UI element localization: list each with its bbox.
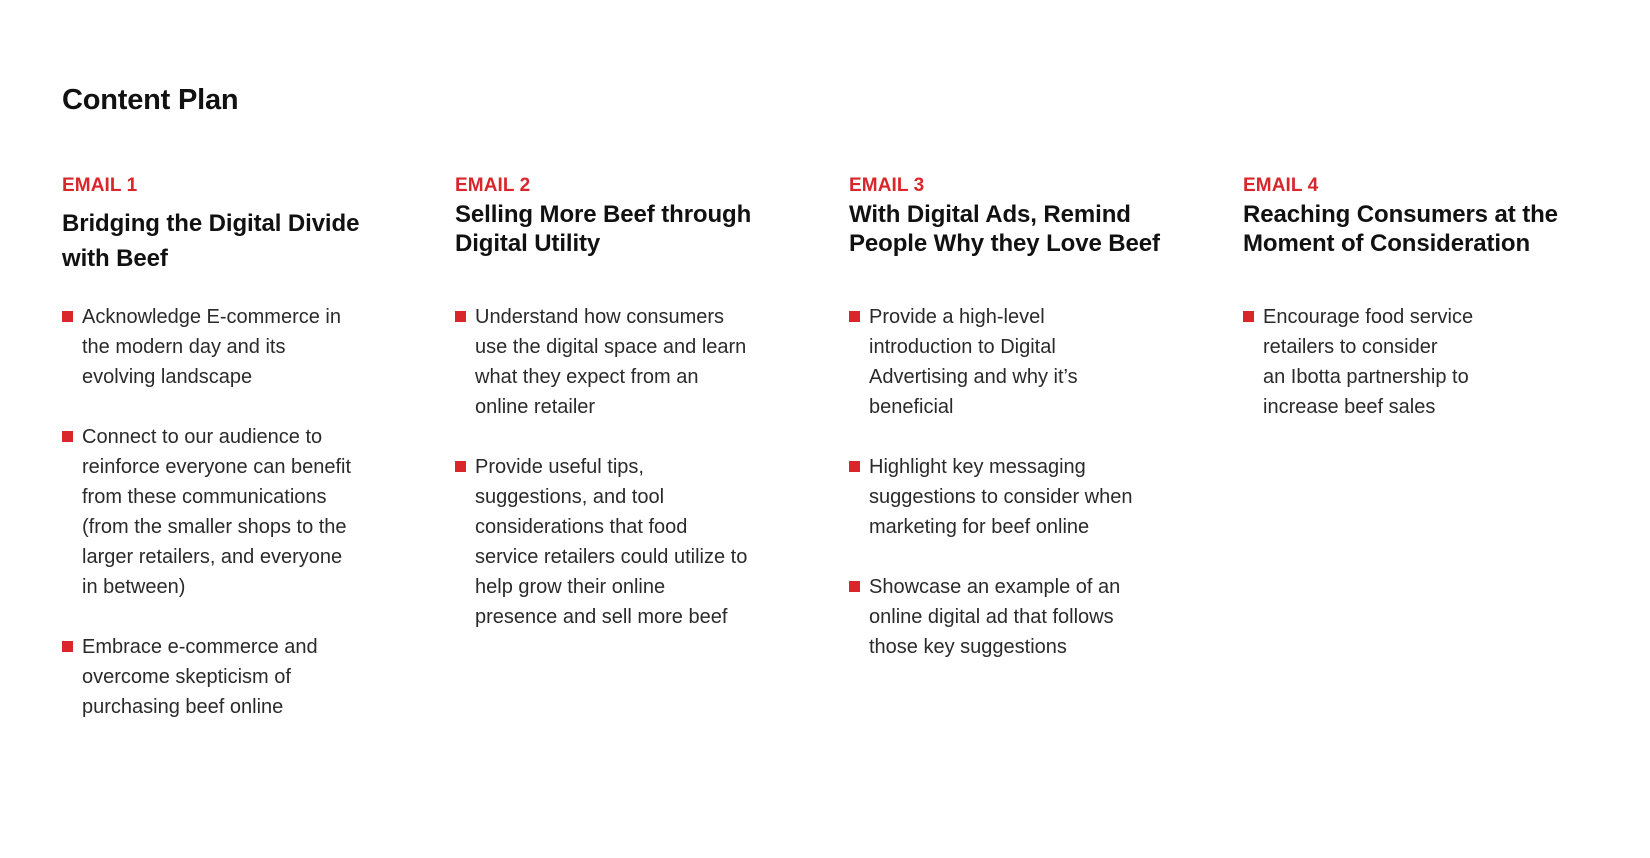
bullet-item <box>62 302 392 392</box>
bullet-text: Connect to our audience to reinforce everyone can benefit from these communications (from the smaller shops to the larger retailers, and everyone in between) <box>82 426 352 598</box>
email-title-text: Reaching Consumers at the Moment of Consideration <box>1243 201 1558 257</box>
email-bullet-list <box>62 302 392 752</box>
email-title-text: Bridging the Digital Divide with Beef <box>62 210 360 272</box>
bullet-text: Provide useful tips, suggestions, and tool considerations that food service retailers could utilize to help grow their online presence and sell more beef <box>475 456 748 628</box>
bullet-text: Embrace e-commerce and overcome skepticism of purchasing beef online <box>82 636 318 718</box>
email-label: EMAIL 1 <box>62 175 138 196</box>
bullet-text: Provide a high-level introduction to Digital Advertising and why it’s beneficial <box>869 306 1078 418</box>
bullet-item <box>455 452 785 632</box>
bullet-text: Understand how consumers use the digital space and learn what they expect from an online retailer <box>475 306 747 418</box>
email-title <box>1243 200 1583 270</box>
email-column-3 <box>849 174 1189 658</box>
email-bullet-list <box>1243 302 1573 452</box>
bullet-item <box>849 572 1179 662</box>
page-title: Content Plan <box>62 84 239 116</box>
email-column-2 <box>455 174 795 628</box>
email-title-text: With Digital Ads, Remind People Why they Love Beef <box>849 201 1160 257</box>
bullet-text: Highlight key messaging suggestions to consider when marketing for beef online <box>869 456 1133 538</box>
bullet-item <box>62 422 392 602</box>
red-square-bullet-icon <box>1243 311 1254 322</box>
email-bullet-list <box>455 302 785 662</box>
red-square-bullet-icon <box>455 461 466 472</box>
bullet-text: Showcase an example of an online digital ad that follows those key suggestions <box>869 576 1121 658</box>
email-column-4 <box>1243 174 1583 418</box>
email-title <box>455 200 795 270</box>
red-square-bullet-icon <box>849 461 860 472</box>
bullet-text: Encourage food service retailers to consider an Ibotta partnership to increase beef sales <box>1263 306 1474 418</box>
email-bullet-list <box>849 302 1179 692</box>
email-column-1 <box>62 174 402 718</box>
red-square-bullet-icon <box>62 311 73 322</box>
bullet-item <box>849 452 1179 542</box>
email-label: EMAIL 4 <box>1243 175 1319 196</box>
email-title <box>62 206 392 276</box>
bullet-item <box>62 632 392 722</box>
red-square-bullet-icon <box>849 581 860 592</box>
email-title <box>849 200 1189 270</box>
bullet-item <box>455 302 785 422</box>
red-square-bullet-icon <box>455 311 466 322</box>
bullet-item <box>849 302 1179 422</box>
red-square-bullet-icon <box>849 311 860 322</box>
email-title-text: Selling More Beef through Digital Utility <box>455 201 752 257</box>
red-square-bullet-icon <box>62 641 73 652</box>
red-square-bullet-icon <box>62 431 73 442</box>
email-label: EMAIL 3 <box>849 175 925 196</box>
bullet-text: Acknowledge E-commerce in the modern day and its evolving landscape <box>82 306 341 388</box>
email-label: EMAIL 2 <box>455 175 531 196</box>
bullet-item <box>1243 302 1573 422</box>
